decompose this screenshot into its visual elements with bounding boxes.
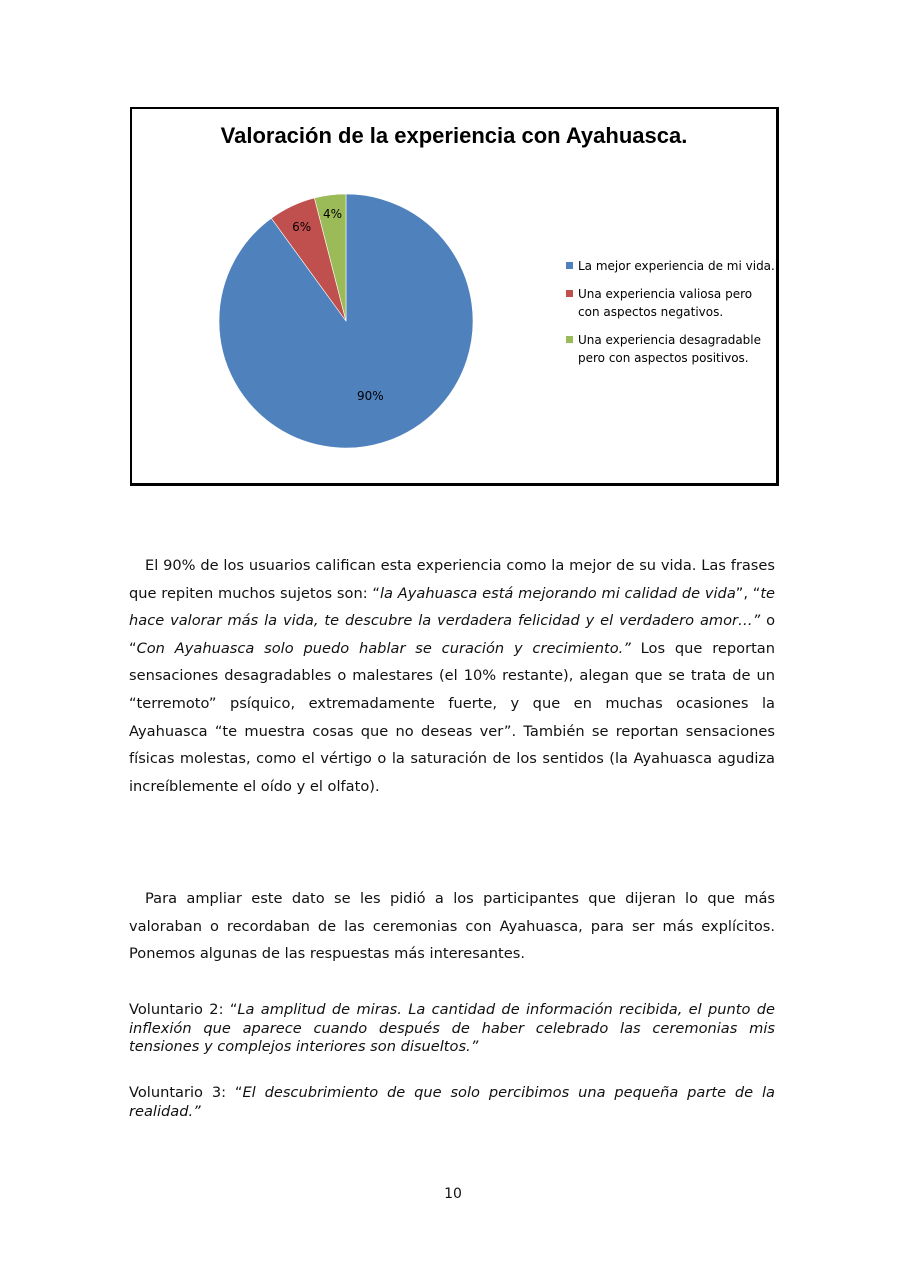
text-run: o “ xyxy=(129,612,775,657)
pie-data-label-3: 4% xyxy=(322,206,342,221)
pie-chart-frame xyxy=(130,107,779,486)
text-run: ”, “ xyxy=(735,584,761,602)
legend-item-2 xyxy=(566,285,776,321)
text-run: El 90% de los usuarios califican esta experiencia como la mejor de su vida. Las frases que repiten muchos sujetos son: “ xyxy=(129,557,775,602)
quote-speaker: Voluntario 2: “ xyxy=(129,1001,238,1018)
quote-run: la Ayahuasca está mejorando mi calidad de vida xyxy=(379,584,736,602)
text-run: Para ampliar este dato se les pidió a los participantes que dijeran lo que más valoraban o recordaban de las ceremonias con Ayahuasca, para ser más explícitos. Ponemos algunas de las respuestas más interesantes. xyxy=(129,890,775,963)
chart-title: Valoración de la experiencia con Ayahuasca. xyxy=(220,123,688,148)
legend-item-3 xyxy=(566,331,776,367)
quote-text: La amplitud de miras. La cantidad de información recibida, el punto de inflexión que aparece cuando después de haber celebrado las ceremonias mis tensiones y complejos interiores son disueltos.” xyxy=(129,1001,775,1055)
legend-label-1: La mejor experiencia de mi vida. xyxy=(578,259,775,273)
volunteer-quote-2 xyxy=(129,1001,775,1057)
page-number: 10 xyxy=(444,1186,462,1202)
legend-label-3: Una experiencia desagradable pero con aspectos positivos. xyxy=(578,333,761,365)
quote-run: te hace valorar más la vida, te descubre la verdadera felicidad y el verdadero amor…” xyxy=(129,584,776,630)
intro-paragraph xyxy=(129,885,775,968)
volunteer-quote-3 xyxy=(129,1084,775,1121)
legend-label-2: Una experiencia valiosa pero con aspectos negativos. xyxy=(578,287,753,319)
legend-swatch-1 xyxy=(566,262,573,269)
quote-speaker: Voluntario 3: “ xyxy=(129,1084,243,1101)
chart-legend xyxy=(566,257,776,377)
legend-swatch-3 xyxy=(566,336,573,343)
quote-text: El descubrimiento de que solo percibimos una pequeña parte de la realidad.” xyxy=(129,1084,775,1120)
text-run: Los que reportan sensaciones desagradables o malestares (el 10% restante), alegan que se trata de un “terremoto” psíquico, extremadamente fuerte, y que en muchas ocasiones la Ayahuasca “te muestra cosas que no deseas ver”. También se reportan sensaciones físicas molestas, como el vértigo o la saturación de los sentidos (la Ayahuasca agudiza increíblemente el oído y el olfato). xyxy=(129,639,775,795)
pie-data-label-1: 90% xyxy=(356,388,384,403)
quote-run: Con Ayahuasca solo puedo hablar se curación y crecimiento.” xyxy=(136,639,631,657)
results-paragraph xyxy=(129,552,775,800)
legend-item-1 xyxy=(566,257,776,275)
pie-data-label-2: 6% xyxy=(292,219,312,234)
legend-swatch-2 xyxy=(566,290,573,297)
